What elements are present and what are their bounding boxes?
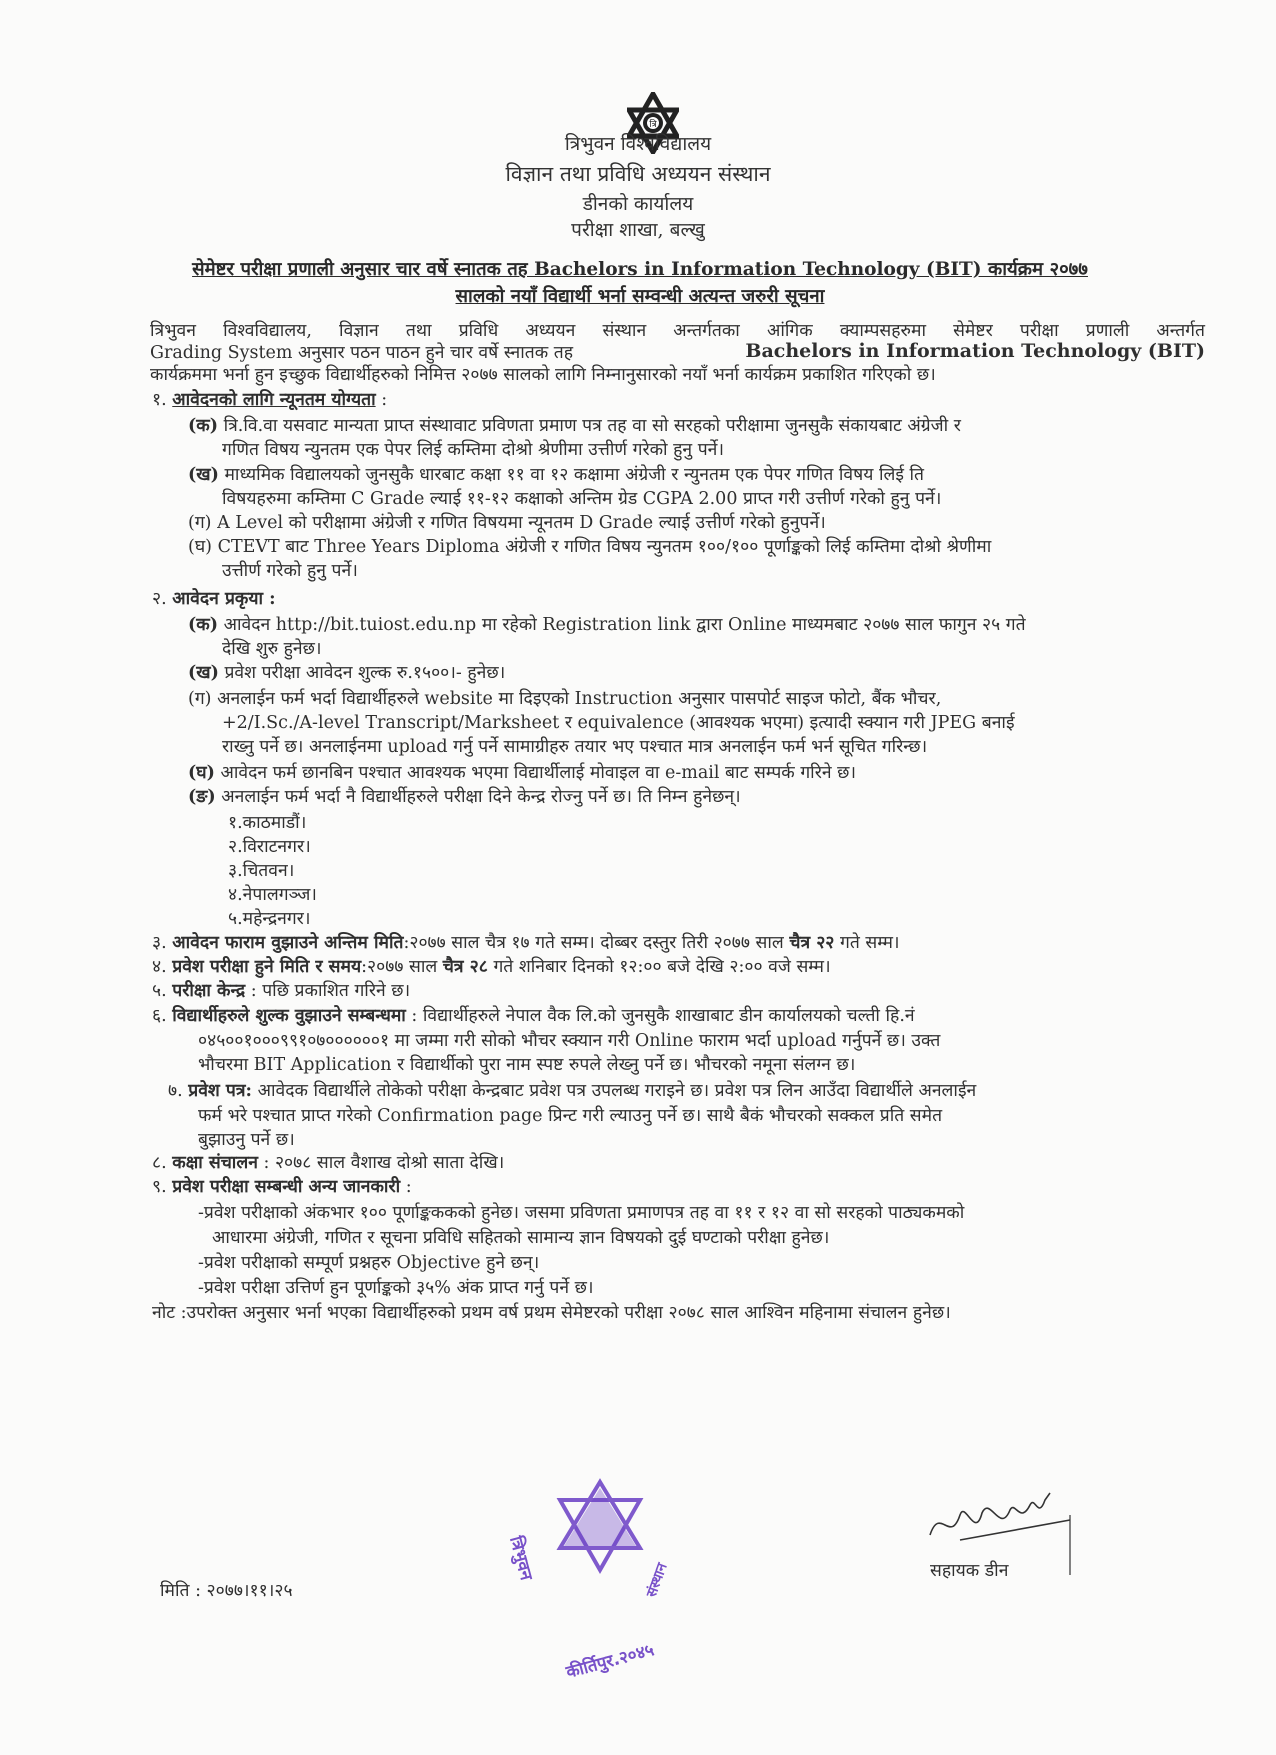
section-number: ८.	[152, 1153, 167, 1173]
section-text: आवेदक विद्यार्थीले तोकेको परीक्षा केन्द्रबाट प्रवेश पत्र उपलब्ध गराइने छ। प्रवेश पत्र लिन आउँदा विद्यार्थीले अनलाईन	[257, 1081, 977, 1101]
section-7	[168, 1078, 976, 1102]
svg-text:कीर्तिपुर.२०४५: कीर्तिपुर.२०४५	[564, 1640, 657, 1683]
section-8	[152, 1150, 504, 1174]
s9-bullet-3: -प्रवेश परीक्षा उत्तिर्ण हुन पूर्णाङ्कको ३५% अंक प्राप्त गर्नु पर्ने छ।	[198, 1278, 594, 1298]
s1-item-ga	[188, 510, 826, 534]
section-text: : २०७८ साल वैशाख दोश्रो साता देखि।	[263, 1153, 505, 1173]
section-heading: आवेदन फाराम वुझाउने अन्तिम मिति	[172, 933, 404, 953]
section-heading: प्रवेश परीक्षा हुने मिति र समय	[172, 957, 362, 977]
item-text: माध्यमिक विद्यालयको जुनसुकै धारबाट कक्षा ११ वा १२ कक्षामा अंग्रेजी र न्युनतम एक पेपर गणित विषय लिई ति	[224, 465, 925, 485]
section-text: : विद्यार्थीहरुले नेपाल वैक लि.को जुनसुकै शाखाबाट डीन कार्यालयको चल्ती हि.नं	[411, 1006, 915, 1026]
exam-time: गते शनिबार दिनको १२:०० बजे देखि २:०० वजे सम्म।	[493, 957, 831, 977]
s9-bullet-2: -प्रवेश परीक्षाको सम्पूर्ण प्रश्नहरु Objective हुने छन्।	[198, 1253, 540, 1273]
item-text: प्रवेश परीक्षा आवेदन शुल्क रु.१५००।- हुनेछ।	[224, 663, 506, 683]
exam-center-2: २.विराटनगर।	[228, 837, 311, 857]
section-number: ३.	[152, 933, 167, 953]
office-stamp-icon	[490, 1478, 710, 1688]
exam-center-3: ३.चितवन।	[228, 861, 295, 881]
s9-bullet-1: -प्रवेश परीक्षाको अंकभार १०० पूर्णाङ्कककको हुनेछ। जसमा प्रविणता प्रमाणपत्र तह वा ११ र १२ वा सो सरहको पाठ्यकमको	[198, 1203, 965, 1223]
program-name: Bachelors in Information Technology (BIT)	[745, 340, 1205, 362]
item-text: अनलाईन फर्म भर्दा विद्यार्थीहरुले website मा दिइएको Instruction अनुसार पासपोर्ट साइज फोटो, बैंक भौचर,	[217, 689, 942, 709]
institute-name: विज्ञान तथा प्रविधि अध्ययन संस्थान	[505, 162, 771, 186]
exam-center-5: ५.महेन्द्रनगर।	[228, 909, 311, 929]
section-7-cont-1: फर्म भरे पश्चात प्राप्त गरेको Confirmation page प्रिन्ट गरी ल्याउनु पर्ने छ। साथै बैकं भौचरको सक्कल प्रति समेत	[198, 1106, 943, 1126]
section-7-cont-2: बुझाउनु पर्ने छ।	[198, 1130, 295, 1150]
intro-line-1: त्रिभुवन विश्वविद्यालय, विज्ञान तथा प्रविधि अध्ययन संस्थान अन्तर्गतका आंगिक क्याम्पसहरुमा सेमेष्टर परीक्षा प्रणाली अन्तर्गत	[150, 321, 1205, 341]
section-number: ९.	[152, 1177, 167, 1197]
exam-date: चैत्र २८	[442, 957, 488, 977]
item-text: CTEVT बाट Three Years Diploma अंग्रेजी र गणित विषय न्युनतम १००/१०० पूर्णाङ्कको लिई कम्तिमा दोश्रो श्रेणीमा	[217, 537, 992, 557]
intro-line-3: कार्यक्रममा भर्ना हुन इच्छुक विद्यार्थीहरुको निमित्त २०७७ सालको लागि निम्नानुसारको नयाँ भर्ना कार्यक्रम प्रकाशित गरिएको छ।	[150, 365, 936, 385]
section-number: ७.	[168, 1081, 183, 1101]
item-text: A Level को परीक्षामा अंग्रेजी र गणित विषयमा न्यूनतम D Grade ल्याई उत्तीर्ण गरेको हुनुपर्ने।	[217, 513, 826, 533]
s1-item-gha-cont: उत्तीर्ण गरेको हुनु पर्ने।	[222, 561, 358, 581]
exam-center-4: ४.नेपालगञ्ज।	[228, 885, 317, 905]
section-heading: आवेदन प्रकृया :	[172, 589, 276, 609]
item-label: (ङ)	[188, 787, 216, 807]
svg-text:त्रिभुवन: त्रिभुवन	[505, 1534, 537, 1583]
item-text: अनलाईन फर्म भर्दा नै विद्यार्थीहरुले परीक्षा दिने केन्द्र रोज्नु पर्ने छ। ति निम्न हुनेछन्।	[221, 787, 741, 807]
section-number: २.	[152, 589, 167, 609]
item-label: (ग)	[188, 513, 212, 533]
s2-item-nga	[188, 784, 741, 808]
s1-item-ka	[188, 413, 961, 437]
item-label: (ख)	[188, 663, 219, 683]
item-text: आवेदन फर्म छानबिन पश्चात आवश्यक भएमा विद्यार्थीलाई मोवाइल वा e-mail बाट सम्पर्क गरिने छ।	[220, 763, 857, 783]
s2-item-ga-cont-2: राख्नु पर्ने छ। अनलाईनमा upload गर्नु पर्ने सामाग्रीहरु तयार भए पश्चात मात्र अनलाईन फर्म भर्न सूचित गरिन्छ।	[222, 737, 928, 757]
late-deadline: चैत्र २२	[789, 933, 835, 953]
section-2-heading	[152, 586, 276, 610]
s1-item-kha	[188, 462, 924, 486]
note: नोट :उपरोक्त अनुसार भर्ना भएका विद्यार्थीहरुको प्रथम वर्ष प्रथम सेमेष्टरको परीक्षा २०७८ साल आश्विन महिनामा संचालन हुनेछ।	[152, 1303, 951, 1323]
item-label: (ग)	[188, 689, 212, 709]
deadline-text: :२०७७ साल चैत्र १७ गते सम्म। दोब्बर दस्तुर तिरी २०७७ साल	[403, 933, 784, 953]
section-6-cont: भौचरमा BIT Application र विद्यार्थीको पुरा नाम स्पष्ट रुपले लेख्नु पर्ने छ। भौचरको नमूना संलग्न छ।	[198, 1055, 856, 1075]
s1-item-gha	[188, 534, 991, 558]
branch-name: परीक्षा शाखा, बल्खु	[571, 219, 705, 241]
section-number: ४.	[152, 957, 167, 977]
s9-bullet-1-cont: आधारमा अंग्रेजी, गणित र सूचना प्रविधि सहितको सामान्य ज्ञान विषयको दुई घण्टाको परीक्षा हुनेछ।	[212, 1228, 830, 1248]
s2-item-ga-cont-1: +2/I.Sc./A-level Transcript/Marksheet र equivalence (आवश्यक भएमा) इत्यादी स्क्यान गरी JPEG बनाई	[222, 713, 1015, 733]
section-heading: विद्यार्थीहरुले शुल्क वुझाउने सम्बन्धमा	[172, 1006, 406, 1026]
section-heading: परीक्षा केन्द्र	[172, 981, 246, 1001]
title-line-2: सालको नयाँ विद्यार्थी भर्ना सम्वन्धी अत्यन्त जरुरी सूचना	[455, 286, 825, 307]
exam-date-prefix: :२०७७ साल	[361, 957, 438, 977]
title-line-1: सेमेष्टर परीक्षा प्रणाली अनुसार चार वर्षे स्नातक तह Bachelors in Information Technology (BIT) कार्यक्रम २०७७	[192, 259, 1088, 280]
s2-item-ka-cont: देखि शुरु हुनेछ।	[222, 639, 322, 659]
section-3	[152, 930, 900, 954]
notice-title	[180, 256, 1100, 310]
item-text: त्रि.वि.वा यसवाट मान्यता प्राप्त संस्थावाट प्रविणता प्रमाण पत्र तह वा सो सरहको परीक्षामा जुनसुकै संकायबाट अंग्रेजी र	[223, 416, 961, 436]
s2-item-kha	[188, 660, 505, 684]
deadline-suffix: गते सम्म।	[840, 933, 900, 953]
section-heading: प्रवेश परीक्षा सम्बन्धी अन्य जानकारी	[172, 1177, 401, 1197]
section-number: १.	[152, 390, 167, 410]
section-9-heading	[152, 1174, 412, 1198]
item-label: (क)	[188, 416, 218, 436]
office-name: डीनको कार्यालय	[582, 193, 694, 215]
colon: :	[381, 390, 388, 410]
colon: :	[405, 1177, 412, 1197]
s2-item-ga	[188, 686, 941, 710]
section-text: : पछि प्रकाशित गरिने छ।	[250, 981, 411, 1001]
s1-item-kha-cont: विषयहरुमा कम्तिमा C Grade ल्याई ११-१२ कक्षाको अन्तिम ग्रेड CGPA 2.00 प्राप्त गरी उत्तीर्ण गरेको हुनु पर्ने।	[222, 489, 942, 509]
item-label: (ख)	[188, 465, 219, 485]
section-4	[152, 954, 831, 978]
section-6-account: ०४५००१०००९९१०७००००००१ मा जम्मा गरी सोको भौचर स्क्यान गरी Online फाराम भर्दा upload गर्नुपर्ने छ। उक्त	[198, 1031, 941, 1051]
item-label: (घ)	[188, 537, 212, 557]
section-1-heading	[152, 387, 387, 411]
intro-text: Grading System अनुसार पठन पाठन हुने चार वर्षे स्नातक तह	[150, 343, 573, 363]
section-number: ६.	[152, 1006, 167, 1026]
section-heading: कक्षा संचालन	[172, 1153, 258, 1173]
section-heading: प्रवेश पत्र:	[188, 1081, 252, 1101]
section-5	[152, 978, 410, 1002]
section-6	[152, 1003, 915, 1027]
notice-date: मिति : २०७७।११।२५	[160, 1581, 293, 1601]
item-label: (क)	[188, 615, 218, 635]
s2-item-gha	[188, 760, 856, 784]
svg-text:संस्थान: संस्थान	[643, 1561, 671, 1600]
section-heading: आवेदनको लागि न्यूनतम योग्यता	[172, 390, 376, 410]
exam-center-1: १.काठमाडौं।	[228, 813, 307, 833]
section-number: ५.	[152, 981, 167, 1001]
svg-text:त्रि: त्रि	[649, 120, 657, 130]
university-name: त्रिभुवन विश्वविद्यालय	[564, 133, 712, 155]
signatory-title: सहायक डीन	[930, 1561, 1009, 1581]
item-text: आवेदन http://bit.tuiost.edu.np मा रहेको Registration link द्वारा Online माध्यमबाट २०७७ साल फागुन २५ गते	[223, 615, 1026, 635]
item-label: (घ)	[188, 763, 215, 783]
s2-item-ka	[188, 612, 1026, 636]
intro-line-2	[150, 340, 1205, 364]
s1-item-ka-cont: गणित विषय न्युनतम एक पेपर लिई कम्तिमा दोश्रो श्रेणीमा उत्तीर्ण गरेको हुनु पर्ने।	[222, 440, 724, 460]
